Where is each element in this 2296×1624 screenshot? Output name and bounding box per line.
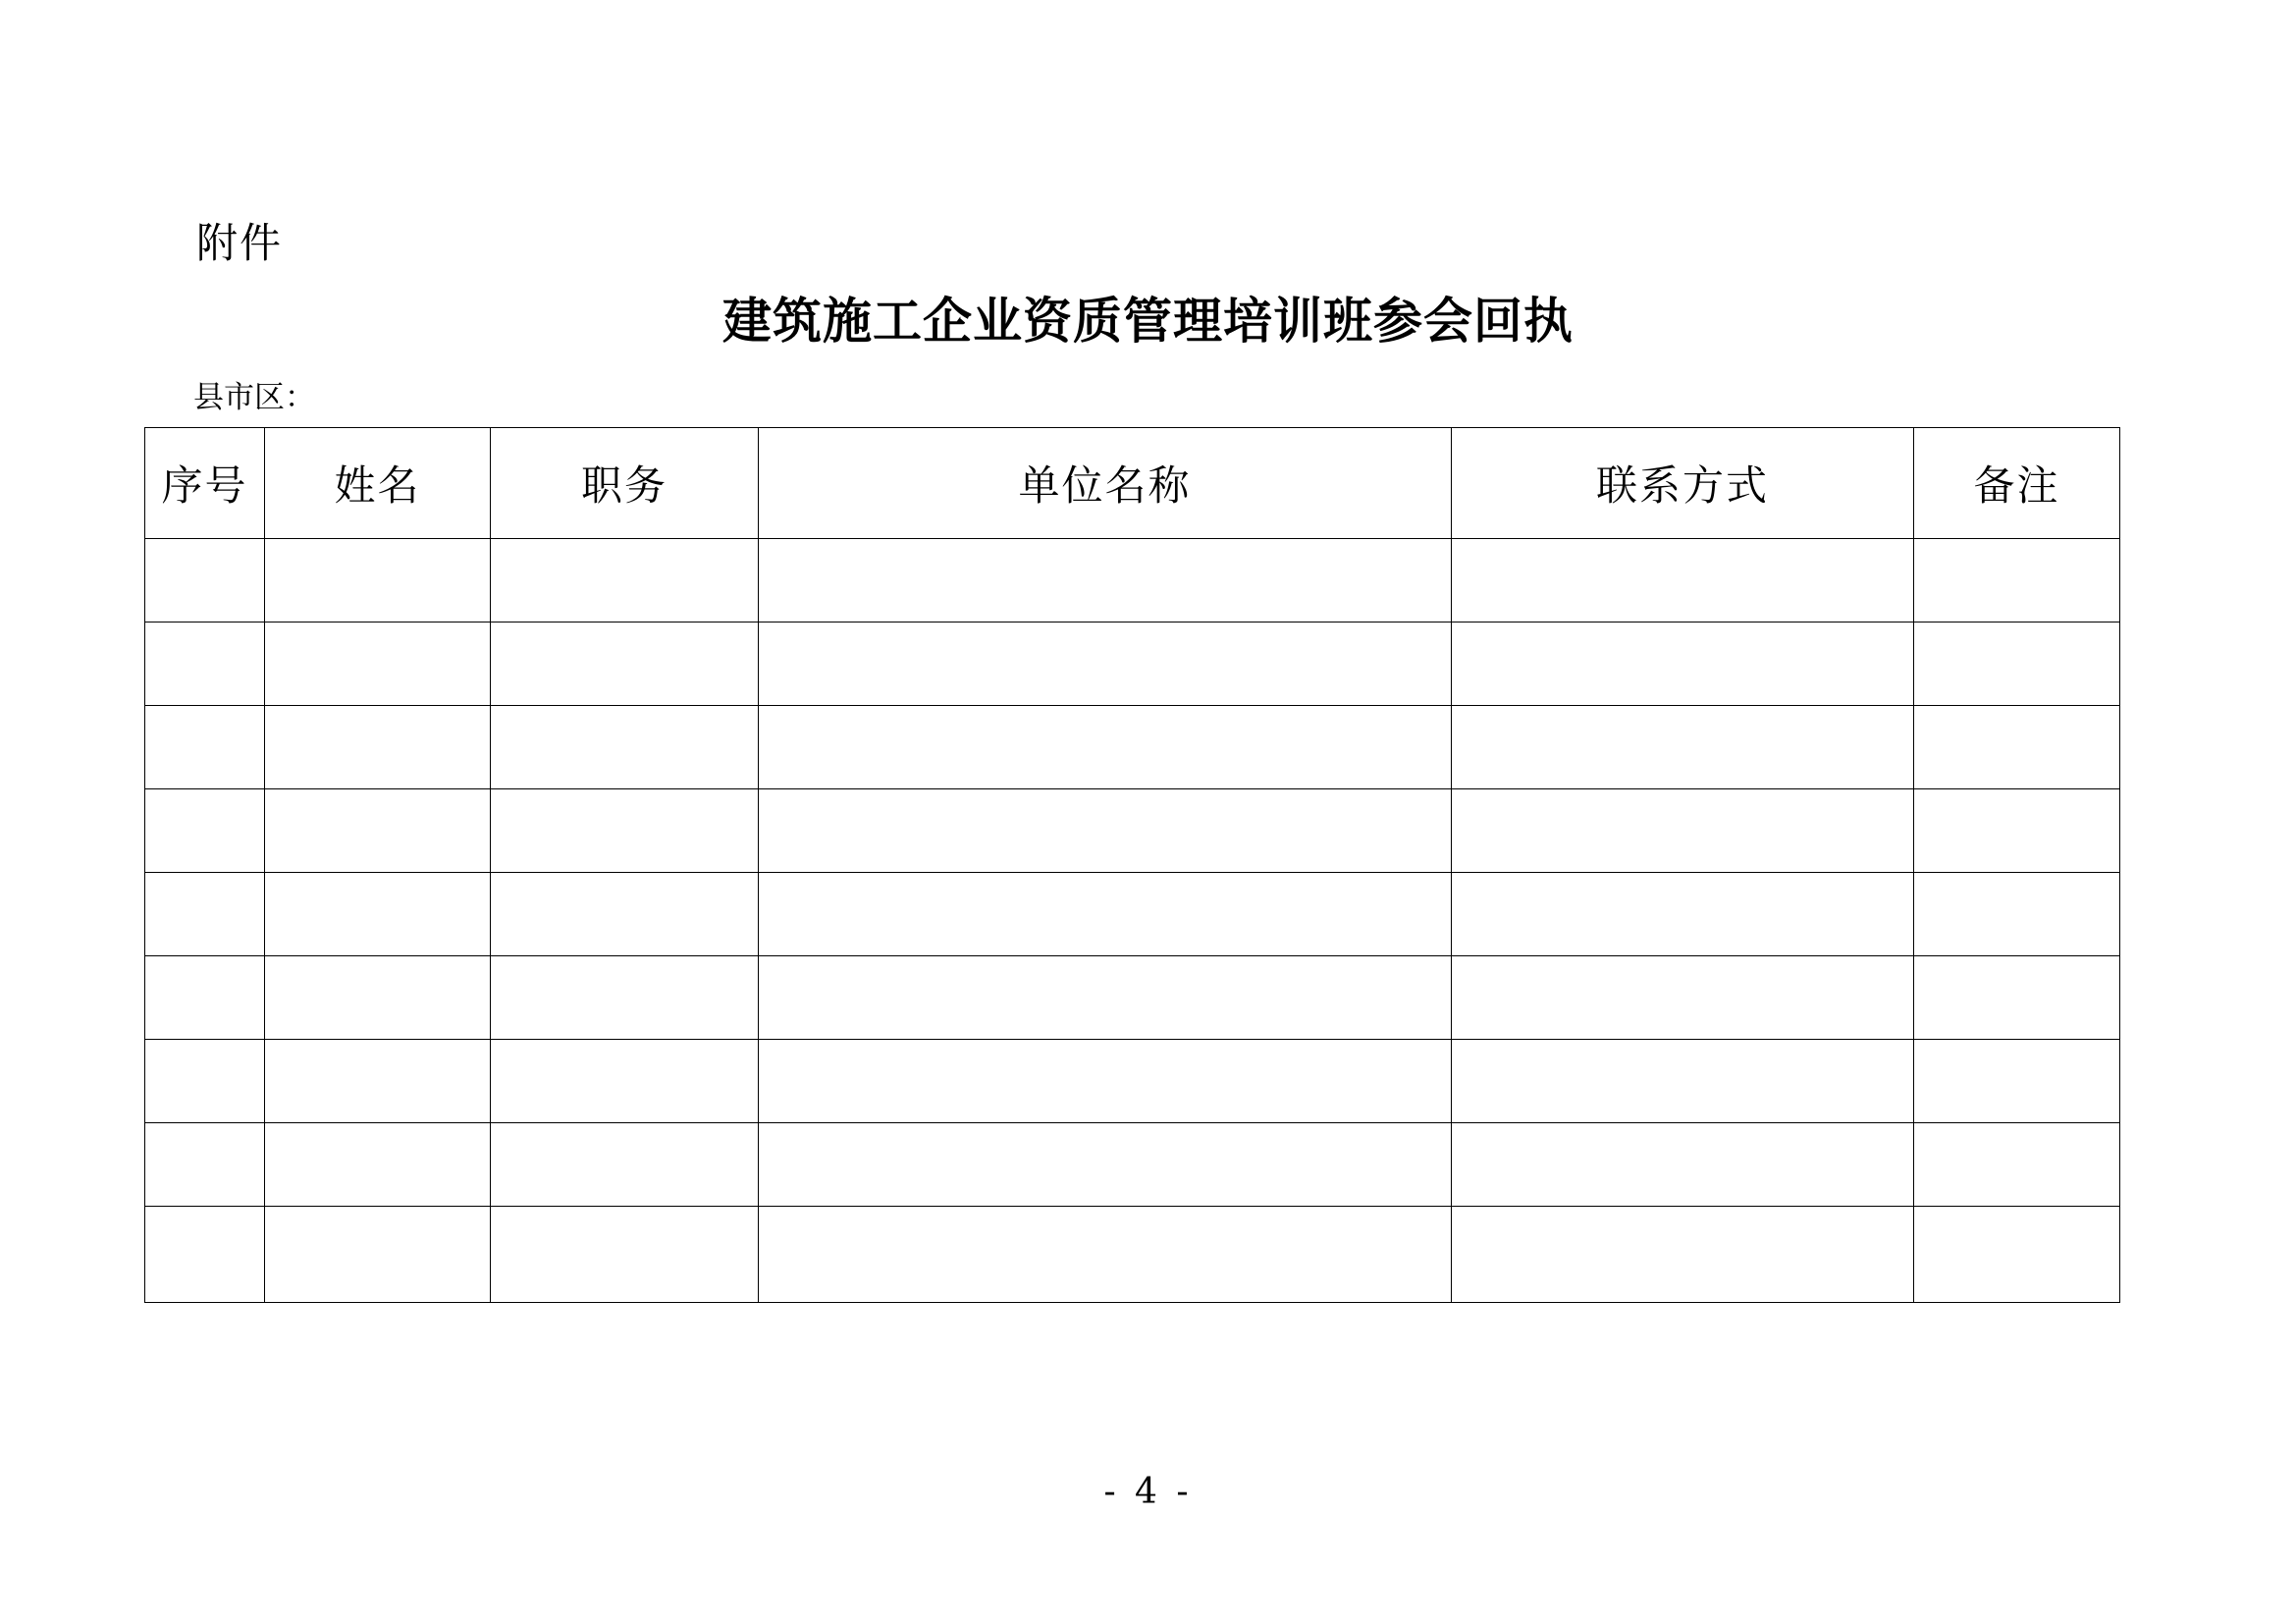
table-cell[interactable] — [1452, 539, 1914, 623]
table-cell[interactable] — [1452, 873, 1914, 956]
attachment-label: 附件 — [196, 219, 284, 267]
header-name: 姓名 — [265, 428, 491, 539]
table-cell[interactable] — [1914, 1040, 2120, 1123]
table-cell[interactable] — [759, 789, 1452, 873]
table-cell[interactable] — [1452, 1207, 1914, 1303]
table-cell[interactable] — [265, 1207, 491, 1303]
table-cell[interactable] — [491, 623, 759, 706]
table-header-row — [145, 428, 2120, 539]
table-cell[interactable] — [759, 706, 1452, 789]
header-remarks: 备注 — [1914, 428, 2120, 539]
table-row — [145, 873, 2120, 956]
table-cell[interactable] — [1914, 956, 2120, 1040]
table-cell[interactable] — [1452, 1123, 1914, 1207]
table-cell[interactable] — [491, 706, 759, 789]
header-position: 职务 — [491, 428, 759, 539]
table-cell[interactable] — [759, 539, 1452, 623]
table-row — [145, 623, 2120, 706]
table-cell[interactable] — [1452, 706, 1914, 789]
table-cell[interactable] — [145, 873, 265, 956]
table-cell[interactable] — [265, 1040, 491, 1123]
table-row — [145, 789, 2120, 873]
table-cell[interactable] — [1914, 539, 2120, 623]
table-cell[interactable] — [1452, 623, 1914, 706]
table-cell[interactable] — [265, 873, 491, 956]
table-cell[interactable] — [1452, 1040, 1914, 1123]
table-cell[interactable] — [491, 789, 759, 873]
table-cell[interactable] — [759, 1207, 1452, 1303]
table-cell[interactable] — [265, 706, 491, 789]
table-cell[interactable] — [491, 539, 759, 623]
reply-table — [144, 427, 2120, 1303]
table-cell[interactable] — [491, 1207, 759, 1303]
table-cell[interactable] — [265, 956, 491, 1040]
table-cell[interactable] — [491, 956, 759, 1040]
table-cell[interactable] — [1914, 1207, 2120, 1303]
table-cell[interactable] — [265, 789, 491, 873]
table-cell[interactable] — [265, 539, 491, 623]
table-cell[interactable] — [265, 623, 491, 706]
table-cell[interactable] — [1914, 1123, 2120, 1207]
document-title: 建筑施工企业资质管理培训班参会回执 — [722, 292, 1574, 350]
table-row — [145, 1207, 2120, 1303]
header-contact: 联系方式 — [1452, 428, 1914, 539]
table-cell[interactable] — [145, 789, 265, 873]
table-cell[interactable] — [759, 1040, 1452, 1123]
table-cell[interactable] — [491, 1123, 759, 1207]
header-serial-number: 序号 — [145, 428, 265, 539]
table-row — [145, 706, 2120, 789]
table-row — [145, 956, 2120, 1040]
table-cell[interactable] — [145, 956, 265, 1040]
table-row — [145, 1123, 2120, 1207]
table-cell[interactable] — [145, 1040, 265, 1123]
table-cell[interactable] — [1914, 706, 2120, 789]
header-organization: 单位名称 — [759, 428, 1452, 539]
table-cell[interactable] — [145, 706, 265, 789]
table-row — [145, 539, 2120, 623]
table-cell[interactable] — [759, 873, 1452, 956]
county-label: 县市区： — [193, 380, 315, 415]
page-number: - 4 - — [1103, 1472, 1193, 1512]
table-cell[interactable] — [1914, 789, 2120, 873]
table-cell[interactable] — [1452, 956, 1914, 1040]
table-cell[interactable] — [759, 956, 1452, 1040]
table-cell[interactable] — [145, 1123, 265, 1207]
table-cell[interactable] — [1914, 623, 2120, 706]
table-cell[interactable] — [145, 623, 265, 706]
table-cell[interactable] — [1452, 789, 1914, 873]
table-cell[interactable] — [1914, 873, 2120, 956]
table-cell[interactable] — [759, 1123, 1452, 1207]
table-cell[interactable] — [759, 623, 1452, 706]
table-cell[interactable] — [491, 873, 759, 956]
table-cell[interactable] — [145, 539, 265, 623]
table-cell[interactable] — [145, 1207, 265, 1303]
table-row — [145, 1040, 2120, 1123]
table-cell[interactable] — [491, 1040, 759, 1123]
table-cell[interactable] — [265, 1123, 491, 1207]
